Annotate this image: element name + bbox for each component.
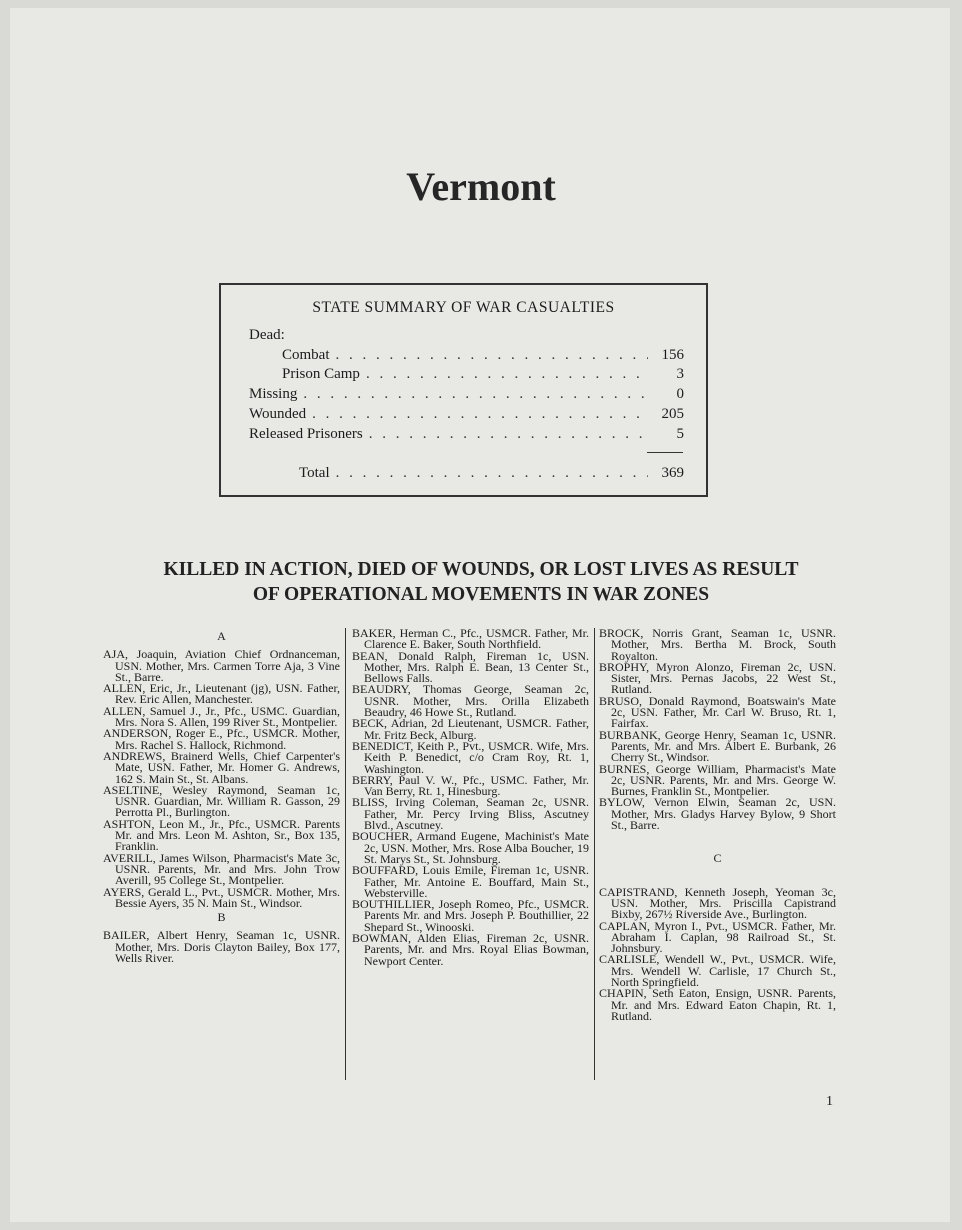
list-item: BYLOW, Vernon Elwin, Seaman 2c, USN. Mother, Mrs. Gladys Harvey Bylow, 9 Short St., Barre. [599, 795, 836, 833]
list-item: CARLISLE, Wendell W., Pvt., USMCR. Wife, Mrs. Wendell W. Carlisle, 17 Church St., North Springfield. [599, 952, 836, 990]
summary-row-combat: Combat . . . 156 [282, 347, 684, 365]
letter-heading-b: B [217, 910, 226, 925]
summary-row-released-prisoners: Released Prisoners . . . 5 [249, 426, 684, 444]
list-item: BROCK, Norris Grant, Seaman 1c, USNR. Mother, Mrs. Bertha M. Brock, South Royalton. [599, 626, 836, 663]
list-item: BROPHY, Myron Alonzo, Fireman 2c, USN. Sister, Mrs. Pernas Jacobs, 22 West St., Rutland. [599, 659, 836, 697]
column-divider [594, 628, 595, 1080]
list-item: BENEDICT, Keith P., Pvt., USMCR. Wife, Mrs. Keith P. Benedict, c/o Cram Roy, Rt. 1, Washington. [352, 738, 589, 776]
summary-heading: STATE SUMMARY OF WAR CASUALTIES [312, 299, 615, 316]
letter-heading-a: A [217, 629, 226, 643]
list-item: ANDERSON, Roger E., Pfc., USMCR. Mother, Mrs. Rachel S. Hallock, Richmond. [103, 726, 340, 752]
column-2 [352, 628, 589, 967]
list-item: BOUCHER, Armand Eugene, Machinist's Mate 2c, USN. Mother, Mrs. Rose Alba Boucher, 19 St. Marys St., St. Johnsburg. [352, 829, 589, 866]
list-item: CAPISTRAND, Kenneth Joseph, Yeoman 3c, USN. Mother, Mrs. Priscilla Capistrand Bixby, 267½ Riverside Ave., Burlington. [599, 884, 836, 922]
list-item: BOUFFARD, Louis Emile, Fireman 1c, USNR. Father, Mr. Antoine E. Bouffard, Main St., Websterville. [352, 863, 589, 900]
summary-total-rule [647, 452, 683, 453]
summary-dead-label: Dead: [249, 327, 285, 343]
list-item: CHAPIN, Seth Eaton, Ensign, USNR. Parents, Mr. and Mrs. Edward Eaton Chapin, Rt. 1, Rutland. [599, 986, 836, 1023]
list-item: BRUSO, Donald Raymond, Boatswain's Mate 2c, USN. Father, Mr. Carl W. Bruso, Rt. 1, Fairfax. [599, 693, 836, 731]
column-1 [103, 628, 340, 964]
casualty-summary-box [219, 283, 708, 497]
section-heading-line-1: KILLED IN ACTION, DIED OF WOUNDS, OR LOST LIVES AS RESULT [163, 559, 799, 580]
list-item: BEAN, Donald Ralph, Fireman 1c, USN. Mother, Mrs. Ralph E. Bean, 13 Center St., Bellows Falls. [352, 648, 589, 686]
list-item: BERRY, Paul V. W., Pfc., USMC. Father, Mr. Van Berry, Rt. 1, Hinesburg. [352, 772, 589, 799]
summary-row-wounded: Wounded . . . 205 [249, 406, 684, 424]
list-item: ASELTINE, Wesley Raymond, Seaman 1c, USNR. Guardian, Mr. William R. Gasson, 29 Perrotta Pl., Burlington. [103, 782, 340, 820]
list-item: BLISS, Irving Coleman, Seaman 2c, USNR. Father, Mr. Percy Irving Bliss, Ascutney Blvd., Ascutney. [352, 795, 589, 833]
list-item: BOUTHILLIER, Joseph Romeo, Pfc., USMCR. Parents Mr. and Mrs. Joseph P. Bouthillier, 22 Shepard St., Winooski. [352, 897, 589, 934]
column-divider [345, 628, 346, 1080]
list-item: AJA, Joaquin, Aviation Chief Ordnanceman, USN. Mother, Mrs. Carmen Torre Aja, 3 Vine St., Barre. [103, 647, 340, 684]
list-item: BECK, Adrian, 2d Lieutenant, USMCR. Father, Mr. Fritz Beck, Alburg. [352, 716, 589, 742]
list-item: ALLEN, Samuel J., Jr., Pfc., USMC. Guardian, Mrs. Nora S. Allen, 199 River St., Montpelier. [103, 703, 340, 730]
list-item: BAKER, Herman C., Pfc., USMCR. Father, Mr. Clarence E. Baker, South Northfield. [352, 626, 589, 652]
summary-row-total: Total . . . 369 [299, 465, 684, 483]
list-item: BURNES, George William, Pharmacist's Mate 2c, USNR. Parents, Mr. and Mrs. George W. Burnes, Franklin St., Montpelier. [599, 761, 836, 799]
list-item: BEAUDRY, Thomas George, Seaman 2c, USNR. Mother, Mrs. Orilla Elizabeth Beaudry, 46 Howe St., Rutland. [352, 682, 589, 720]
list-item: BOWMAN, Alden Elias, Fireman 2c, USNR. Parents, Mr. and Mrs. Royal Elias Bowman, Newport Center. [352, 931, 589, 968]
list-item: ASHTON, Leon M., Jr., Pfc., USMCR. Parents Mr. and Mrs. Leon M. Ashton, Sr., Box 135, Franklin. [103, 816, 340, 854]
letter-heading-c: C [713, 851, 722, 866]
page-title: Vermont [406, 164, 556, 209]
summary-row-prison-camp: Prison Camp . . . 3 [282, 366, 684, 384]
page-number: 1 [826, 1094, 833, 1109]
list-item: BURBANK, George Henry, Seaman 1c, USNR. Parents, Mr. and Mrs. Albert E. Burbank, 26 Cherry St., Windsor. [599, 727, 836, 765]
list-item: AVERILL, James Wilson, Pharmacist's Mate 3c, USNR. Parents, Mr. and Mrs. John Trow Averill, 95 College St., Montpelier. [103, 850, 340, 888]
list-item: BAILER, Albert Henry, Seaman 1c, USNR. Mother, Mrs. Doris Clayton Bailey, Box 177, Wells River. [103, 928, 340, 966]
section-heading-line-2: OF OPERATIONAL MOVEMENTS IN WAR ZONES [252, 584, 710, 605]
list-item: AYERS, Gerald L., Pvt., USMCR. Mother, Mrs. Bessie Ayers, 35 N. Main St., Windsor. [103, 884, 340, 910]
summary-row-missing: Missing . . . 0 [249, 386, 684, 404]
list-item: ALLEN, Eric, Jr., Lieutenant (jg), USN. Father, Rev. Eric Allen, Manchester. [103, 681, 340, 707]
section-heading [0, 557, 962, 607]
list-item: CAPLAN, Myron I., Pvt., USMCR. Father, Mr. Abraham I. Caplan, 98 Railroad St., St. Johnsbury. [599, 918, 836, 956]
list-item: ANDREWS, Brainerd Wells, Chief Carpenter's Mate, USN. Father, Mr. Homer G. Andrews, 162 S. Main St., St. Albans. [103, 748, 340, 786]
column-3 [599, 628, 836, 1022]
